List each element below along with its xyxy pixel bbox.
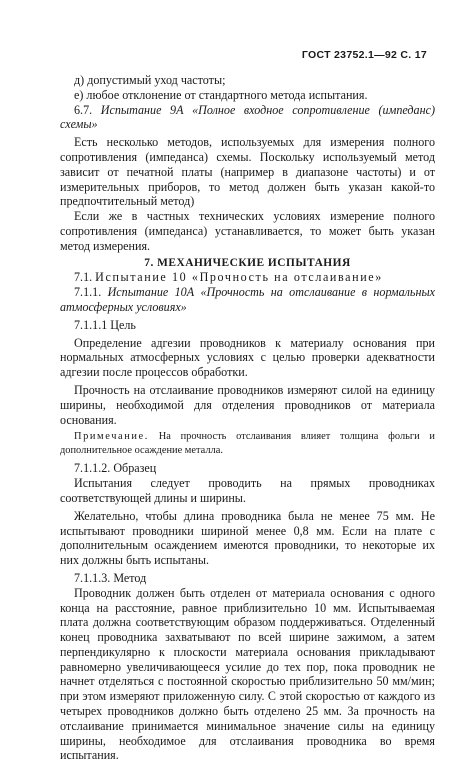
clause-title: Образец [113, 461, 157, 476]
clause-6-7 [60, 103, 435, 133]
note-text: На прочность отслаивания влияет толщина фольги и дополнительное осаждение металла. [60, 431, 435, 457]
clause-number: 6.7. [74, 102, 93, 117]
paragraph: Определение адгезии проводников к материалу основания при нормальных атмосферных условиях с целью проверки адекватности адгезии после процессов обработки. [60, 335, 435, 380]
list-item-d: д) допустимый уход частоты; [74, 73, 226, 87]
paragraph: Прочность на отслаивание проводников измеряют силой на единицу ширины, необходимой для отделения проводников от материала основания. [60, 382, 435, 427]
section-heading: 7. МЕХАНИЧЕСКИЕ ИСПЫТАНИЯ [144, 256, 351, 269]
paragraph: Желательно, чтобы длина проводника была не менее 75 мм. Не испытывают проводники шириной менее 0,8 мм. Если на плате с дополнительным осаждением имеются проводники, то некоторые их них должны быть испытаны. [60, 508, 435, 568]
clause-number: 7.1.1.1 [74, 317, 108, 332]
paragraph: Проводник должен быть отделен от материала основания с одного конца на расстояние, равное приблизительно 10 мм. Испытываемая плата должна соответствующим образом поддерживаться. Отделенный конец проводника захватывают по всей ширине зажимом, а затем перпендикулярно к плоскости материала основания прикладывают равномерно увеличивающееся усилие до тех пор, пока проводник не начнет отделяться с постоянной скоростью приблизительно 50 мм/мин; при этом измеряют приложенную силу. С этой скоростью от каждого из четырех проводников должно быть отделено 25 мм. За прочность на отслаивание принимается минимальное значение силы на единицу ширины, необходимое для отслаивания проводника во время испытания. [60, 585, 435, 763]
page-header: ГОСТ 23752.1—92 С. 17 [301, 49, 427, 61]
clause-7-1-1-2 [60, 461, 435, 476]
clause-title: Метод [113, 570, 147, 585]
document-body [60, 73, 435, 763]
clause-title: Испытание 9А «Полное входное сопротивление (импеданс) схемы» [60, 102, 435, 132]
paragraph: Испытания следует проводить на прямых проводниках соответствующей длины и ширины. [60, 476, 435, 505]
list-item-e: е) любое отклонение от стандартного метода испытания. [74, 87, 368, 102]
note-label: Примечание. [74, 431, 149, 443]
clause-number: 7.1.1.2. [74, 461, 111, 476]
note [60, 430, 435, 458]
clause-number: 7.1.1.3. [74, 570, 111, 585]
clause-7-1-1-1 [60, 318, 435, 333]
paragraph: Есть несколько методов, используемых для измерения полного сопротивления (импеданса) схемы. Поскольку используемый метод зависит от печатной платы (например в диапазоне частоты) и от измерительных приборов, то метод должен быть указан какой-то предпочтительный метод) [60, 135, 435, 209]
clause-7-1-1-3 [60, 571, 435, 586]
clause-number: 7.1.1. [74, 285, 102, 300]
paragraph: Если же в частных технических условиях измерение полного сопротивления (импеданса) устанавливается, то может быть указан метод измерения. [60, 209, 435, 253]
clause-7-1 [60, 270, 435, 285]
clause-7-1-1 [60, 285, 435, 315]
clause-title: Испытание 10 «Прочность на отслаивание» [95, 270, 383, 285]
clause-title: Цель [110, 317, 136, 332]
clause-number: 7.1. [74, 270, 93, 285]
clause-title: Испытание 10А «Прочность на отслаивание в нормальных атмосферных условиях» [60, 285, 435, 314]
